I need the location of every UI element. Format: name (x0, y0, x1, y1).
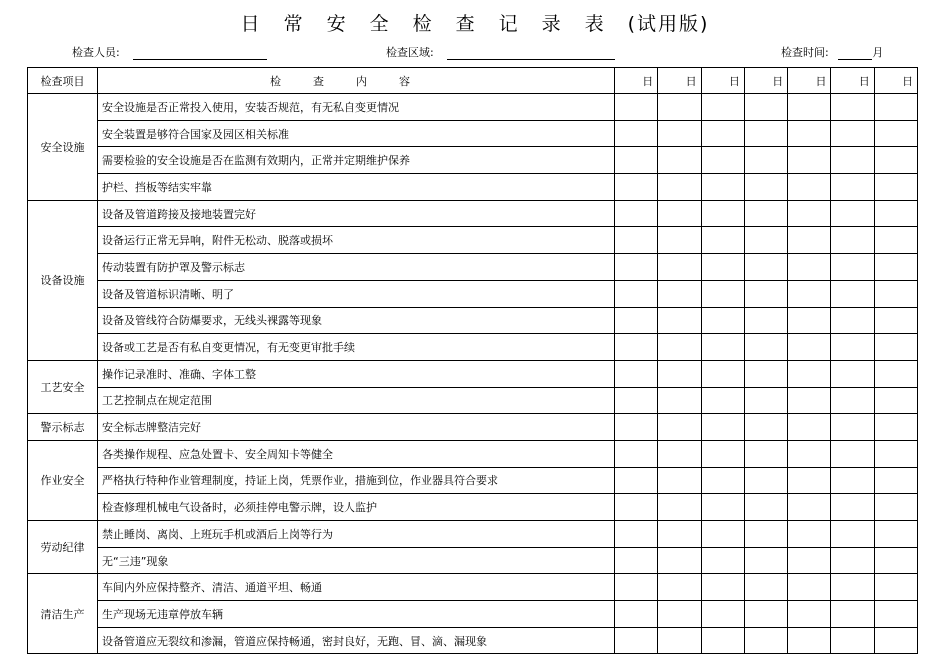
table-row (28, 627, 918, 654)
check-content-cell: 设备管道应无裂纹和渗漏，管道应保持畅通，密封良好，无跑、冒、滴、漏现象 (98, 627, 615, 654)
day-check-cell[interactable] (658, 227, 701, 254)
check-content-cell: 车间内外应保持整齐、清洁、通道平坦、畅通 (98, 574, 615, 601)
check-item-cell: 警示标志 (28, 414, 98, 441)
day-check-cell[interactable] (874, 574, 917, 601)
day-check-cell[interactable] (701, 521, 744, 548)
table-row (28, 494, 918, 521)
day-check-cell[interactable] (874, 360, 917, 387)
table-row (28, 467, 918, 494)
day-check-cell[interactable] (615, 601, 658, 628)
check-content-cell: 传动装置有防护罩及警示标志 (98, 254, 615, 281)
day-check-cell[interactable] (615, 147, 658, 174)
day-check-cell[interactable] (744, 521, 787, 548)
day-check-cell[interactable] (831, 360, 874, 387)
inspection-table (27, 67, 918, 654)
check-content-cell: 安全标志牌整洁完好 (98, 414, 615, 441)
day-check-cell[interactable] (615, 414, 658, 441)
day-check-cell[interactable] (831, 334, 874, 361)
day-check-cell[interactable] (658, 387, 701, 414)
day-check-cell[interactable] (658, 280, 701, 307)
day-check-cell[interactable] (701, 387, 744, 414)
check-item-cell: 作业安全 (28, 440, 98, 520)
day-check-cell[interactable] (701, 147, 744, 174)
table-body (28, 94, 918, 654)
table-row (28, 147, 918, 174)
day-check-cell[interactable] (744, 601, 787, 628)
day-check-cell[interactable] (615, 227, 658, 254)
day-check-cell[interactable] (615, 387, 658, 414)
day-check-cell[interactable] (658, 521, 701, 548)
header-day-2: 日 (658, 68, 701, 94)
day-check-cell[interactable] (615, 120, 658, 147)
table-row (28, 387, 918, 414)
check-content-cell: 各类操作规程、应急处置卡、安全周知卡等健全 (98, 440, 615, 467)
header-day-7: 日 (874, 68, 917, 94)
header-day-1: 日 (615, 68, 658, 94)
day-check-cell[interactable] (701, 200, 744, 227)
header-day-6: 日 (831, 68, 874, 94)
day-check-cell[interactable] (744, 227, 787, 254)
day-check-cell[interactable] (831, 120, 874, 147)
day-check-cell[interactable] (701, 307, 744, 334)
day-check-cell[interactable] (615, 467, 658, 494)
day-check-cell[interactable] (615, 280, 658, 307)
day-check-cell[interactable] (788, 334, 831, 361)
day-check-cell[interactable] (744, 547, 787, 574)
day-check-cell[interactable] (701, 547, 744, 574)
table-row (28, 574, 918, 601)
day-check-cell[interactable] (744, 334, 787, 361)
day-check-cell[interactable] (831, 254, 874, 281)
day-check-cell[interactable] (788, 174, 831, 201)
check-content-cell: 设备或工艺是否有私自变更情况，有无变更审批手续 (98, 334, 615, 361)
day-check-cell[interactable] (744, 440, 787, 467)
day-check-cell[interactable] (658, 174, 701, 201)
day-check-cell[interactable] (701, 360, 744, 387)
check-item-cell: 设备设施 (28, 200, 98, 360)
table-row (28, 174, 918, 201)
header-content: 检查内容 (98, 68, 615, 94)
day-check-cell[interactable] (874, 414, 917, 441)
day-check-cell[interactable] (874, 254, 917, 281)
day-check-cell[interactable] (874, 227, 917, 254)
table-row (28, 360, 918, 387)
day-check-cell[interactable] (615, 360, 658, 387)
day-check-cell[interactable] (831, 227, 874, 254)
day-check-cell[interactable] (831, 200, 874, 227)
day-check-cell[interactable] (788, 94, 831, 121)
day-check-cell[interactable] (788, 147, 831, 174)
table-row (28, 521, 918, 548)
day-check-cell[interactable] (701, 334, 744, 361)
day-check-cell[interactable] (831, 147, 874, 174)
table-row (28, 227, 918, 254)
day-check-cell[interactable] (658, 627, 701, 654)
check-content-cell: 禁止睡岗、离岗、上班玩手机或酒后上岗等行为 (98, 521, 615, 548)
day-check-cell[interactable] (831, 601, 874, 628)
day-check-cell[interactable] (788, 387, 831, 414)
day-check-cell[interactable] (744, 467, 787, 494)
day-check-cell[interactable] (831, 574, 874, 601)
header-day-3: 日 (701, 68, 744, 94)
day-check-cell[interactable] (744, 414, 787, 441)
day-check-cell[interactable] (615, 174, 658, 201)
day-check-cell[interactable] (658, 467, 701, 494)
day-check-cell[interactable] (658, 574, 701, 601)
day-check-cell[interactable] (831, 440, 874, 467)
check-content-cell: 操作记录准时、准确、字体工整 (98, 360, 615, 387)
time-input-line[interactable] (838, 59, 872, 60)
day-check-cell[interactable] (788, 280, 831, 307)
day-check-cell[interactable] (744, 94, 787, 121)
check-content-cell: 设备运行正常无异响，附件无松动、脱落或损坏 (98, 227, 615, 254)
day-check-cell[interactable] (788, 200, 831, 227)
day-check-cell[interactable] (658, 307, 701, 334)
table-row (28, 547, 918, 574)
day-check-cell[interactable] (658, 414, 701, 441)
day-check-cell[interactable] (615, 307, 658, 334)
day-check-cell[interactable] (788, 307, 831, 334)
day-check-cell[interactable] (831, 494, 874, 521)
day-check-cell[interactable] (788, 467, 831, 494)
table-row (28, 120, 918, 147)
day-check-cell[interactable] (658, 200, 701, 227)
day-check-cell[interactable] (615, 254, 658, 281)
day-check-cell[interactable] (658, 334, 701, 361)
day-check-cell[interactable] (658, 440, 701, 467)
day-check-cell[interactable] (788, 627, 831, 654)
day-check-cell[interactable] (658, 120, 701, 147)
day-check-cell[interactable] (874, 307, 917, 334)
day-check-cell[interactable] (701, 440, 744, 467)
day-check-cell[interactable] (744, 254, 787, 281)
day-check-cell[interactable] (831, 521, 874, 548)
header-day-4: 日 (744, 68, 787, 94)
day-check-cell[interactable] (744, 280, 787, 307)
form-title-suffix: (试用版) (627, 13, 710, 35)
area-input-line[interactable] (447, 59, 615, 60)
form-title-main: 日常安全检查记录表 (240, 13, 628, 35)
day-check-cell[interactable] (615, 574, 658, 601)
day-check-cell[interactable] (831, 280, 874, 307)
day-check-cell[interactable] (788, 120, 831, 147)
day-check-cell[interactable] (701, 494, 744, 521)
day-check-cell[interactable] (744, 307, 787, 334)
form-title (0, 9, 950, 36)
table-header-row (28, 68, 918, 94)
day-check-cell[interactable] (874, 174, 917, 201)
day-check-cell[interactable] (744, 147, 787, 174)
day-check-cell[interactable] (701, 120, 744, 147)
day-check-cell[interactable] (874, 521, 917, 548)
day-check-cell[interactable] (831, 387, 874, 414)
table-row (28, 94, 918, 121)
header-day-5: 日 (788, 68, 831, 94)
day-check-cell[interactable] (831, 414, 874, 441)
inspector-label: 检查人员: (72, 46, 120, 59)
day-check-cell[interactable] (615, 494, 658, 521)
check-item-cell: 清洁生产 (28, 574, 98, 654)
day-check-cell[interactable] (701, 414, 744, 441)
day-check-cell[interactable] (658, 147, 701, 174)
day-check-cell[interactable] (701, 574, 744, 601)
day-check-cell[interactable] (701, 227, 744, 254)
table-row (28, 334, 918, 361)
day-check-cell[interactable] (874, 120, 917, 147)
day-check-cell[interactable] (744, 120, 787, 147)
check-content-cell: 安全装置是够符合国家及园区相关标准 (98, 120, 615, 147)
day-check-cell[interactable] (874, 440, 917, 467)
day-check-cell[interactable] (874, 387, 917, 414)
day-check-cell[interactable] (658, 94, 701, 121)
area-label: 检查区域: (386, 46, 434, 59)
day-check-cell[interactable] (874, 94, 917, 121)
day-check-cell[interactable] (615, 627, 658, 654)
day-check-cell[interactable] (788, 601, 831, 628)
day-check-cell[interactable] (744, 494, 787, 521)
day-check-cell[interactable] (744, 387, 787, 414)
day-check-cell[interactable] (831, 467, 874, 494)
day-check-cell[interactable] (658, 601, 701, 628)
day-check-cell[interactable] (615, 334, 658, 361)
table-row (28, 200, 918, 227)
check-content-cell: 生产现场无违章停放车辆 (98, 601, 615, 628)
day-check-cell[interactable] (615, 94, 658, 121)
table-row (28, 280, 918, 307)
day-check-cell[interactable] (615, 200, 658, 227)
day-check-cell[interactable] (701, 280, 744, 307)
day-check-cell[interactable] (701, 467, 744, 494)
day-check-cell[interactable] (788, 440, 831, 467)
day-check-cell[interactable] (788, 494, 831, 521)
day-check-cell[interactable] (744, 574, 787, 601)
day-check-cell[interactable] (788, 414, 831, 441)
day-check-cell[interactable] (831, 94, 874, 121)
month-label: 月 (872, 46, 884, 59)
day-check-cell[interactable] (831, 627, 874, 654)
day-check-cell[interactable] (744, 360, 787, 387)
day-check-cell[interactable] (874, 200, 917, 227)
day-check-cell[interactable] (874, 601, 917, 628)
day-check-cell[interactable] (874, 494, 917, 521)
table-row (28, 254, 918, 281)
day-check-cell[interactable] (874, 627, 917, 654)
day-check-cell[interactable] (874, 467, 917, 494)
day-check-cell[interactable] (788, 227, 831, 254)
area-field (386, 44, 615, 60)
check-content-cell: 严格执行特种作业管理制度，持证上岗，凭票作业，措施到位，作业器具符合要求 (98, 467, 615, 494)
day-check-cell[interactable] (701, 174, 744, 201)
check-content-cell: 设备及管道标识清晰、明了 (98, 280, 615, 307)
header-item: 检查项目 (28, 68, 98, 94)
table-row (28, 601, 918, 628)
check-content-cell: 需要检验的安全设施是否在监测有效期内，正常并定期维护保养 (98, 147, 615, 174)
day-check-cell[interactable] (744, 174, 787, 201)
check-content-cell: 安全设施是否正常投入使用，安装否规范，有无私自变更情况 (98, 94, 615, 121)
day-check-cell[interactable] (874, 280, 917, 307)
check-item-cell: 安全设施 (28, 94, 98, 201)
day-check-cell[interactable] (658, 547, 701, 574)
day-check-cell[interactable] (788, 574, 831, 601)
day-check-cell[interactable] (788, 547, 831, 574)
day-check-cell[interactable] (874, 547, 917, 574)
day-check-cell[interactable] (615, 440, 658, 467)
check-item-cell: 工艺安全 (28, 360, 98, 413)
check-content-cell: 检查修理机械电气设备时，必须挂停电警示牌，设人监护 (98, 494, 615, 521)
day-check-cell[interactable] (658, 494, 701, 521)
time-label: 检查时间: (781, 46, 829, 59)
day-check-cell[interactable] (658, 254, 701, 281)
day-check-cell[interactable] (615, 547, 658, 574)
day-check-cell[interactable] (788, 360, 831, 387)
time-field (781, 44, 883, 60)
day-check-cell[interactable] (701, 254, 744, 281)
day-check-cell[interactable] (831, 547, 874, 574)
table-row (28, 414, 918, 441)
day-check-cell[interactable] (658, 360, 701, 387)
day-check-cell[interactable] (788, 521, 831, 548)
day-check-cell[interactable] (701, 94, 744, 121)
day-check-cell[interactable] (874, 147, 917, 174)
day-check-cell[interactable] (744, 627, 787, 654)
day-check-cell[interactable] (831, 174, 874, 201)
check-content-cell: 护栏、挡板等结实牢靠 (98, 174, 615, 201)
day-check-cell[interactable] (788, 254, 831, 281)
day-check-cell[interactable] (744, 200, 787, 227)
day-check-cell[interactable] (831, 307, 874, 334)
inspector-field (72, 44, 267, 60)
day-check-cell[interactable] (701, 627, 744, 654)
check-item-cell: 劳动纪律 (28, 521, 98, 574)
inspector-input-line[interactable] (133, 59, 267, 60)
table-row (28, 440, 918, 467)
check-content-cell: 无“三违”现象 (98, 547, 615, 574)
day-check-cell[interactable] (701, 601, 744, 628)
check-content-cell: 工艺控制点在规定范围 (98, 387, 615, 414)
check-content-cell: 设备及管道跨接及接地装置完好 (98, 200, 615, 227)
table-row (28, 307, 918, 334)
day-check-cell[interactable] (874, 334, 917, 361)
check-content-cell: 设备及管线符合防爆要求，无线头裸露等现象 (98, 307, 615, 334)
day-check-cell[interactable] (615, 521, 658, 548)
